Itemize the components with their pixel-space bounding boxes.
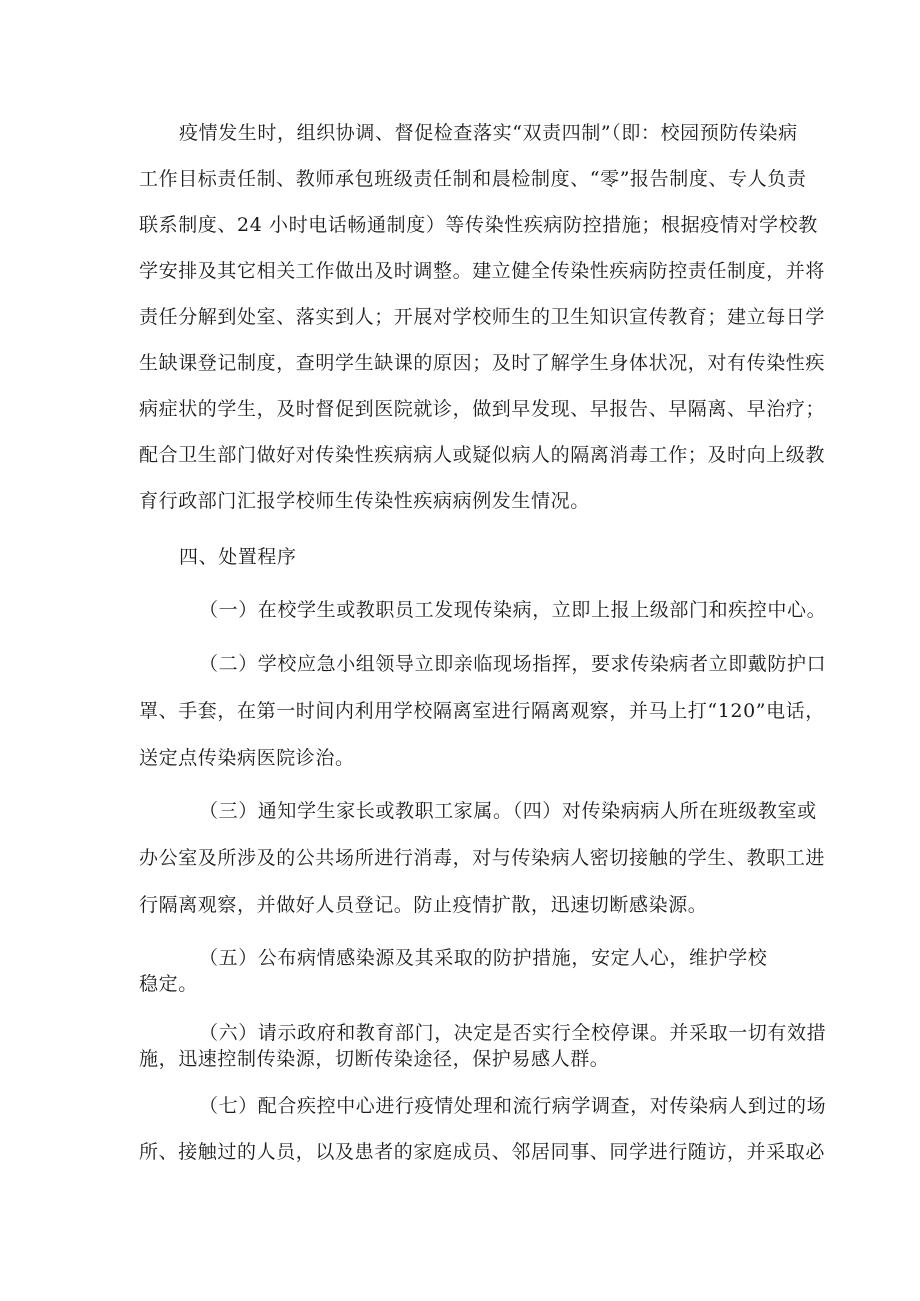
text-line: 所、接触过的人员，以及患者的家庭成员、邻居同事、同学进行随访，并采取必 [139, 1141, 826, 1163]
text-line: 育行政部门汇报学校师生传染性疾病病例发生情况。 [139, 490, 590, 512]
text-line: （二）学校应急小组领导立即亲临现场指挥，要求传染病者立即戴防护口 [199, 653, 827, 675]
text-line: （三）通知学生家长或教职工家属。（四）对传染病病人所在班级教室或 [199, 800, 817, 822]
text-line: 行隔离观察，并做好人员登记。防止疫情扩散，迅速切断感染源。 [139, 894, 708, 916]
text-line: （七）配合疾控中心进行疫情处理和流行病学调查，对传染病人到过的场 [199, 1095, 827, 1117]
text-line: （六）请示政府和教育部门，决定是否实行全校停课。并采取一切有效措 [199, 1022, 827, 1044]
text-line: 配合卫生部门做好对传染性疾病病人或疑似病人的隔离消毒工作；及时向上级教 [139, 444, 826, 466]
text-line: 工作目标责任制、教师承包班级责任制和晨检制度、“零”报告制度、专人负责 [139, 168, 807, 190]
section-title: 四、处置程序 [179, 546, 297, 568]
text-line: 学安排及其它相关工作做出及时调整。建立健全传染性疾病防控责任制度，并将 [139, 260, 826, 282]
text-line: （五）公布病情感染源及其采取的防护措施，安定人心，维护学校 [199, 947, 768, 969]
text-line: 疫情发生时，组织协调、督促检查落实“双责四制”（即：校园预防传染病 [179, 122, 798, 144]
text-line: 办公室及所涉及的公共场所进行消毒，对与传染病人密切接触的学生、教职工进 [139, 847, 826, 869]
text-line: 生缺课登记制度，查明学生缺课的原因；及时了解学生身体状况，对有传染性疾 [139, 352, 826, 374]
text-line: 施，迅速控制传染源，切断传染途径，保护易感人群。 [139, 1048, 610, 1070]
text-line: （一）在校学生或教职员工发现传染病，立即上报上级部门和疾控中心。 [199, 599, 827, 621]
text-line: 罩、手套，在第一时间内利用学校隔离室进行隔离观察，并马上打“120”电话， [139, 700, 825, 722]
text-line: 送定点传染病医院诊治。 [139, 747, 355, 769]
text-line: 责任分解到处室、落实到人；开展对学校师生的卫生知识宣传教育；建立每日学 [139, 306, 826, 328]
text-line: 稳定。 [139, 973, 198, 995]
text-line: 联系制度、24 小时电话畅通制度）等传染性疾病防控措施；根据疫情对学校教 [139, 214, 818, 236]
text-line: 病症状的学生，及时督促到医院就诊，做到早发现、早报告、早隔离、早治疗； [139, 398, 826, 420]
